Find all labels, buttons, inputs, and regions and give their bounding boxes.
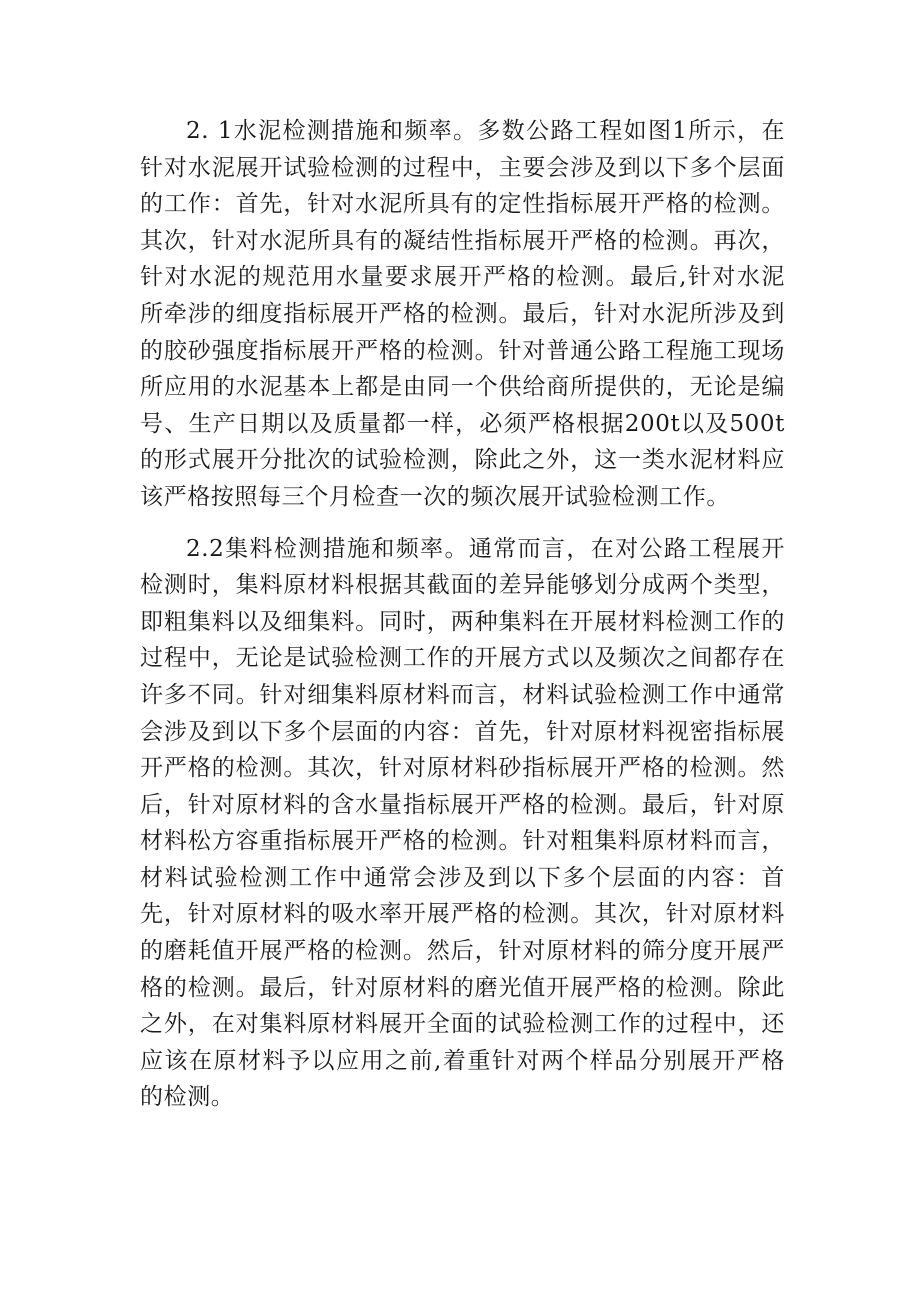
document-body [140,113,785,1116]
paragraph-aggregate-testing: 2.2集料检测措施和频率。通常而言，在对公路工程展开检测时，集料原材料根据其截面的差异能够划分成两个类型，即粗集料以及细集料。同时，两种集料在开展材料检测工作的过程中，无论是试验检测工作的开展方式以及频次之间都存在许多不同。针对细集料原材料而言，材料试验检测工作中通常会涉及到以下多个层面的内容：首先，针对原材料视密指标展开严格的检测。其次，针对原材料砂指标展开严格的检测。然后，针对原材料的含水量指标展开严格的检测。最后，针对原材料松方容重指标展开严格的检测。针对粗集料原材料而言，材料试验检测工作中通常会涉及到以下多个层面的内容：首先，针对原材料的吸水率开展严格的检测。其次，针对原材料的磨耗值开展严格的检测。然后，针对原材料的筛分度开展严格的检测。最后，针对原材料的磨光值开展严格的检测。除此之外，在对集料原材料展开全面的试验检测工作的过程中，还应该在原材料予以应用之前,着重针对两个样品分别展开严格的检测。 [140,535,785,1111]
paragraph-cement-testing: 2. 1水泥检测措施和频率。多数公路工程如图1所示，在针对水泥展开试验检测的过程中，主要会涉及到以下多个层面的工作：首先，针对水泥所具有的定性指标展开严格的检测。其次，针对水泥所具有的凝结性指标展开严格的检测。再次，针对水泥的规范用水量要求展开严格的检测。最后,针对水泥所牵涉的细度指标展开严格的检测。最后，针对水泥所涉及到的胶砂强度指标展开严格的检测。针对普通公路工程施工现场所应用的水泥基本上都是由同一个供给商所提供的，无论是编号、生产日期以及质量都一样，必须严格根据200t以及500t的形式展开分批次的试验检测，除此之外，这一类水泥材料应该严格按照每三个月检查一次的频次展开试验检测工作。 [140,118,785,510]
